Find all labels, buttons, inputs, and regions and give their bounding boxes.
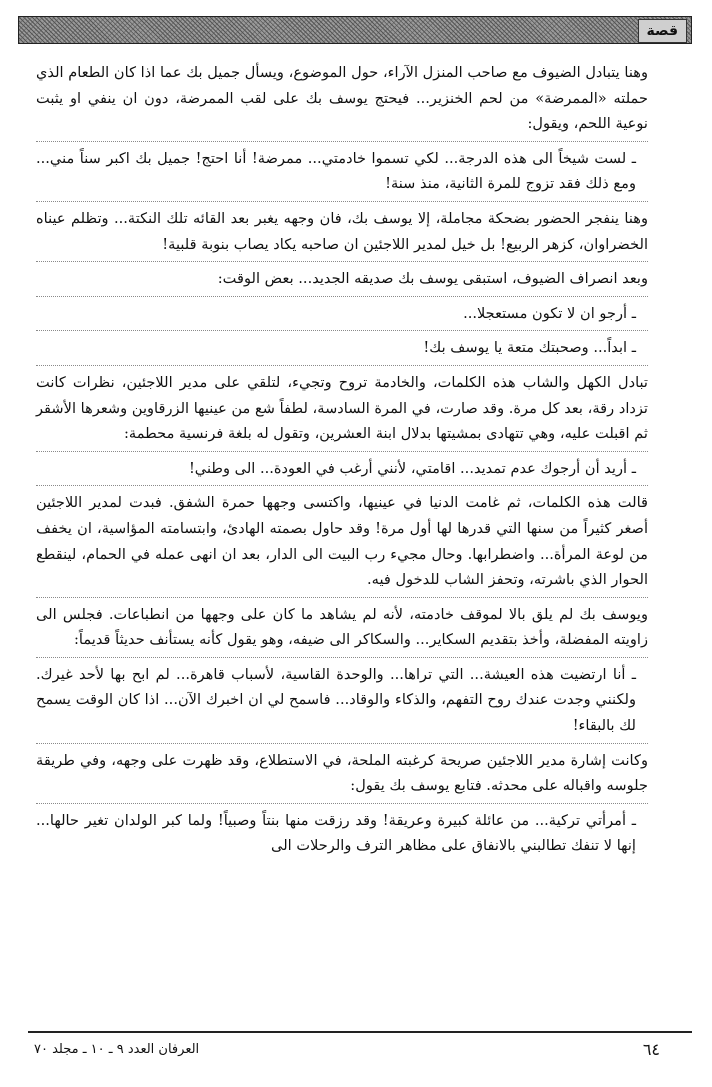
dialogue-line: ـ أنا ارتضيت هذه العيشة... التي تراها... والوحدة القاسية، لأسباب قاهرة... لم ابح بها لأحد غيرك. ولكنني وجدت عندك روح التفهم، والذكاء والوقاد... فاسمح لي ان اخبرك الآن... اذا كان الوقت يسمح لك بالبقاء!: [36, 665, 636, 735]
divider: [36, 451, 648, 452]
page-number: ٦٤: [642, 1040, 660, 1059]
divider: [36, 485, 648, 486]
divider: [36, 201, 648, 202]
dialogue-line: ـ لست شيخاً الى هذه الدرجة... لكي تسموا خادمتي... ممرضة! أنا احتج! جميل بك اكبر سناً مني... ومع ذلك فقد تزوج للمرة الثانية، منذ سنة!: [36, 149, 636, 193]
article-body: [36, 60, 648, 859]
divider: [36, 657, 648, 658]
dialogue-line: ـ أمرأتي تركية... من عائلة كبيرة وعريقة! وقد رزقت منها بنتاً وصبياً! ولما كبر الولدان تغير حالها... إنها لا تنفك تطالبني بالانفاق على مظاهر الترف والرحلات الى: [36, 811, 636, 855]
header-banner: [18, 16, 692, 44]
divider: [36, 330, 648, 331]
paragraph: وهنا ينفجر الحضور بضحكة مجاملة، إلا يوسف بك، فان وجهه يغبر بعد القائه تلك النكتة... وتظلم عيناه الخضراوان، كزهر الربيع! بل خيل لمدير اللاجئين ان صاحبه يكاد يصاب بنوبة قلبية!: [36, 209, 648, 253]
divider: [36, 261, 648, 262]
paragraph: قالت هذه الكلمات، ثم غامت الدنيا في عينيها، واكتسى وجهها حمرة الشفق. فبدت لمدير اللاجئين أصغر كثيراً من سنها التي قدرها لها أول مرة! وقد حاول بصمته الهادئ، وابتسامته المؤاسية، ان يخفف من لوعة المرأة... واضطرابها. وحال مجيء رب البيت الى الدار، بعد ان انهى عمله في الحمام، لينقطع الحوار الذي باشرته، وتحفز الشاب للدخول فيه.: [36, 494, 648, 589]
divider: [36, 597, 648, 598]
divider: [36, 743, 648, 744]
divider: [36, 803, 648, 804]
dialogue-line: ـ أرجو ان لا تكون مستعجلا...: [463, 304, 636, 322]
divider: [36, 365, 648, 366]
journal-reference: العرفان العدد ٩ ـ ١٠ ـ مجلد ٧٠: [34, 1042, 200, 1057]
paragraph: تبادل الكهل والشاب هذه الكلمات، والخادمة تروح وتجيء، لتلقي على مدير اللاجئين، نظرات كانت تزداد رقة، بعد كل مرة. وقد صارت، في المرة السادسة، لطفاً شع من عينيها الزرقاوين وشعرها الأشقر ثم اقبلت عليه، وهي تتهادى بمشيتها بدلال ابنة العشرين، وتقول له بلغة فرنسية محطمة:: [36, 373, 648, 443]
paragraph: وكانت إشارة مدير اللاجئين صريحة كرغبته الملحة، في الاستطلاع، وقد ظهرت على وجهه، وفي طريقة جلوسه واقباله على محدثه. فتابع يوسف بك يقول:: [36, 751, 648, 795]
divider: [36, 296, 648, 297]
divider: [36, 141, 648, 142]
paragraph: وهنا يتبادل الضيوف مع صاحب المنزل الآراء، حول الموضوع، ويسأل جميل بك عما اذا كان الطعام الذي حملته «الممرضة» من لحم الخنزير... فيحتج يوسف بك على لقب الممرضة، دون ان ينفي او يثبت نوعية اللحم، ويقول:: [36, 64, 648, 133]
dialogue-line: ـ ابداً... وصحبتك متعة يا يوسف بك!: [423, 339, 636, 357]
paragraph: ويوسف بك لم يلق بالا لموقف خادمته، لأنه لم يشاهد ما كان على وجهها من انطباعات. فجلس الى زاويته المفضلة، وأخذ بتقديم السكاير... والسكاكر الى ضيفه، وهو يقول كأنه يستأنف حديثاً قديماً:: [36, 605, 648, 649]
dialogue-line: ـ أريد أن أرجوك عدم تمديد... اقامتي، لأنني أرغب في العودة... الى وطني!: [188, 459, 636, 477]
footer-rule: [28, 1031, 692, 1033]
section-label: قصة: [638, 19, 687, 43]
paragraph: وبعد انصراف الضيوف، استبقى يوسف بك صديقه الجديد... بعض الوقت:: [217, 270, 648, 288]
